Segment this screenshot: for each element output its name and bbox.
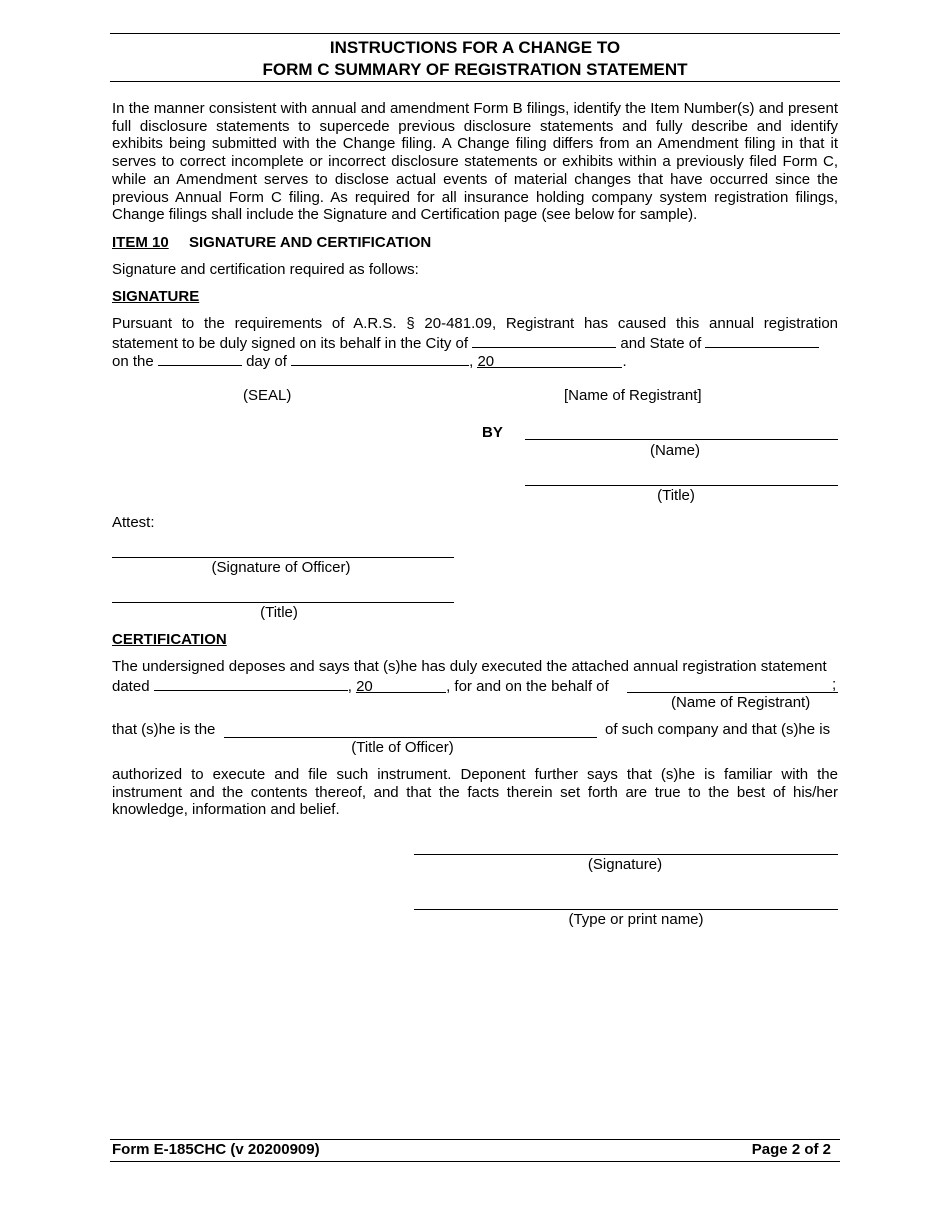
footer-bottom-rule	[110, 1161, 840, 1162]
required-text: Signature and certification required as follows:	[112, 261, 419, 278]
deponent-signature-caption: (Signature)	[587, 856, 663, 873]
year-field[interactable]	[477, 353, 622, 368]
semicolon: ;	[832, 676, 837, 693]
by-label: BY	[482, 424, 503, 441]
seal-label: (SEAL)	[243, 387, 292, 404]
that-is-the-label: that (s)he is the	[112, 721, 216, 738]
certification-line1: The undersigned deposes and says that (s)he has duly executed the attached annual registration statement	[112, 658, 827, 675]
such-company-label: of such company and that (s)he is	[605, 721, 831, 738]
page-title-line2: FORM C SUMMARY OF REGISTRATION STATEMENT	[262, 60, 688, 79]
intro-paragraph: In the manner consistent with annual and amendment Form B filings, identify the Item Number(s) and present full disclosure statements to supercede previous disclosure statements and fully describe and identify exhibits being submitted with the Change filing. A Change filing differs from an Amendment filing in that it serves to correct incomplete or incorrect disclosure statements or exhibits within a previously filed Form C, while an Amendment serves to disclose actual events of material changes that have occurred since the previous Annual Form C filing. As required for all insurance holding company system registration filings, Change filings shall include the Signature and Certification page (see below for sample).	[112, 100, 838, 224]
dated-field[interactable]	[154, 676, 348, 691]
item-heading: SIGNATURE AND CERTIFICATION	[189, 234, 432, 251]
name-caption: (Name)	[649, 442, 700, 459]
city-label: statement to be duly signed on its behalf in the City of	[112, 335, 469, 352]
day-field[interactable]	[158, 351, 242, 366]
comma: ,	[469, 353, 474, 370]
officer-signature-caption: (Signature of Officer)	[211, 559, 351, 576]
officer-title-caption: (Title)	[260, 604, 298, 621]
officer-title-field-line[interactable]	[224, 737, 597, 738]
header-top-rule	[110, 33, 840, 34]
deponent-signature-line[interactable]	[414, 854, 838, 855]
state-label: and State of	[620, 335, 702, 352]
signature-line2	[112, 333, 838, 353]
signature-line1	[112, 315, 838, 333]
certification-heading: CERTIFICATION	[112, 631, 227, 648]
footer-page-number: Page 2 of 2	[751, 1141, 831, 1158]
title-signature-line[interactable]	[525, 485, 838, 486]
period: .	[622, 353, 627, 370]
signature-statement-text: Pursuant to the requirements of A.R.S. § 20-481.09, Registrant has caused this annual registration	[112, 315, 838, 332]
item-number: ITEM 10	[112, 234, 169, 251]
print-name-line[interactable]	[414, 909, 838, 910]
certification-closing-paragraph: authorized to execute and file such instrument. Deponent further says that (s)he is familiar with the instrument and the contents thereof, and that the facts therein set forth are true to the best of his/her knowledge, information and belief.	[112, 766, 838, 819]
registrant-name-line[interactable]	[627, 692, 838, 693]
year-prefix: 20	[477, 353, 495, 370]
certification-line2	[112, 676, 838, 696]
dated-label: dated	[112, 678, 150, 695]
footer-top-rule	[110, 1139, 840, 1140]
behalf-label: , for and on the behalf of	[446, 678, 609, 695]
on-the-label: on the	[112, 353, 154, 370]
officer-signature-line[interactable]	[112, 557, 454, 558]
signature-line3	[112, 351, 627, 371]
page-title-line1: INSTRUCTIONS FOR A CHANGE TO	[329, 38, 621, 57]
cert-year-prefix: 20	[356, 678, 373, 695]
title-of-officer-caption: (Title of Officer)	[351, 739, 454, 756]
attest-label: Attest:	[112, 514, 155, 531]
registrant-name-caption: (Name of Registrant)	[671, 694, 811, 711]
signature-heading: SIGNATURE	[112, 288, 200, 305]
day-of-label: day of	[246, 353, 287, 370]
city-field[interactable]	[472, 333, 616, 348]
state-field[interactable]	[705, 333, 819, 348]
month-field[interactable]	[291, 351, 469, 366]
name-signature-line[interactable]	[525, 439, 838, 440]
registrant-name-label: [Name of Registrant]	[564, 387, 702, 404]
header-bottom-rule	[110, 81, 840, 82]
title-caption: (Title)	[657, 487, 695, 504]
print-name-caption: (Type or print name)	[568, 911, 704, 928]
cert-year-field[interactable]	[356, 678, 446, 693]
footer-form-id: Form E-185CHC (v 20200909)	[112, 1141, 320, 1158]
officer-title-line[interactable]	[112, 602, 454, 603]
comma: ,	[347, 678, 352, 695]
